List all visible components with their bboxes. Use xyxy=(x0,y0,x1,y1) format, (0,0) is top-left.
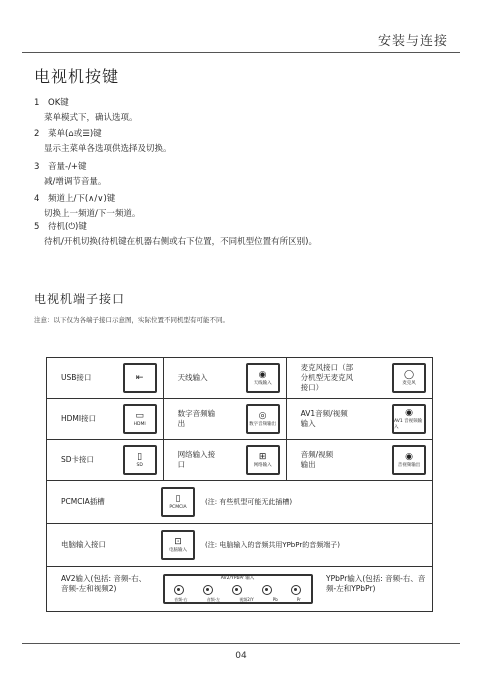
item-desc: 菜单模式下，确认选项。 xyxy=(44,113,138,123)
item-name: 音量-/+键 xyxy=(48,162,87,172)
icon-caption: PCMCIA xyxy=(169,504,187,510)
hdmi-icon: ▭ HDMI xyxy=(123,404,157,434)
table-row xyxy=(47,524,433,567)
port-label: 天线输入 xyxy=(177,373,208,382)
ypbpr-label: YPbPr输入(包括: 音频-右、音频-左和YPbPr) xyxy=(326,574,426,593)
jack-caption: Pr xyxy=(296,597,301,602)
rca-jack-icon xyxy=(262,585,272,595)
rca-jack-icon xyxy=(291,585,301,595)
digital-audio-icon: ◎ 数字音频输出 xyxy=(246,404,280,434)
jack-caption: 音频-右 xyxy=(174,597,188,602)
port-label: 网络输入接口 xyxy=(177,450,216,469)
item-number: 3 xyxy=(34,162,40,172)
table-row xyxy=(47,440,433,481)
button-item-ok xyxy=(34,96,138,126)
mic-icon: ◯ 麦克风 xyxy=(392,363,426,393)
item-name: 待机(⏻)键 xyxy=(48,222,87,232)
top-rule xyxy=(22,52,460,53)
av1-icon: ◉ AV1 音视频输入 xyxy=(392,404,426,434)
item-number: 4 xyxy=(34,194,40,204)
icon-caption: SD xyxy=(136,462,143,468)
button-item-channel xyxy=(34,192,140,222)
port-label: 电脑输入接口 xyxy=(61,540,106,549)
buttons-heading: 电视机按键 xyxy=(34,67,120,86)
item-desc: 显示主菜单各选项供选择及切换。 xyxy=(44,144,172,154)
table-row xyxy=(47,399,433,440)
item-desc: 待机/开机切换(待机键在机器右侧或右下位置，不同机型位置有所区别)。 xyxy=(44,237,317,247)
port-label: AV2输入(包括: 音频-右、音频-左和视频2) xyxy=(61,574,147,593)
button-item-standby xyxy=(34,220,317,250)
usb-icon: ⇤ xyxy=(123,363,157,393)
antenna-icon: ◉ 天线输入 xyxy=(246,363,280,393)
item-number: 1 xyxy=(34,98,40,108)
item-name: 菜单(⌂或☰)键 xyxy=(48,129,102,139)
port-label: PCMCIA插槽 xyxy=(61,497,105,506)
item-number: 5 xyxy=(34,222,40,232)
rca-jack-icon xyxy=(232,585,242,595)
icon-caption: 电脑输入 xyxy=(169,547,187,553)
ports-heading: 电视机端子接口 xyxy=(34,292,126,306)
sd-card-icon: ▯ SD xyxy=(123,445,157,475)
button-item-menu xyxy=(34,127,172,157)
section-title: 安装与连接 xyxy=(377,34,448,49)
item-name: OK键 xyxy=(48,98,69,108)
icon-caption: AV1 音视频输入 xyxy=(394,418,423,430)
icon-caption: 天线输入 xyxy=(253,380,272,386)
page-number: 04 xyxy=(235,651,247,661)
port-label: SD卡接口 xyxy=(61,455,95,464)
port-label: 音频/视频输出 xyxy=(300,450,334,469)
icon-caption: 网络输入 xyxy=(253,462,272,468)
vga-icon: ⊡ 电脑输入 xyxy=(161,530,195,560)
icon-caption: 麦克风 xyxy=(402,380,416,386)
port-label: 麦克风接口（部分机型无麦克风接口） xyxy=(300,363,354,392)
ports-table xyxy=(46,357,433,612)
port-label: AV1音频/视频输入 xyxy=(300,409,348,428)
rca-jack-icon xyxy=(174,585,184,595)
table-row xyxy=(47,358,433,399)
port-label: 数字音频输出 xyxy=(177,409,216,428)
bottom-rule xyxy=(22,643,460,644)
pc-input-note: (注: 电脑输入的音频共用YPbPr的音频端子) xyxy=(205,541,340,549)
network-icon: ⊞ 网络输入 xyxy=(246,445,280,475)
rca-jack-icon xyxy=(203,585,213,595)
table-row xyxy=(47,567,433,612)
table-row xyxy=(47,481,433,524)
jack-caption: 音频-左 xyxy=(206,597,221,602)
pcmcia-icon: ▯ PCMCIA xyxy=(161,487,195,517)
ports-note: 注意：以下仅为各端子接口示意图，实际位置不同机型有可能不同。 xyxy=(34,316,229,324)
item-desc: 减/增调节音量。 xyxy=(44,177,107,187)
icon-caption: 音视频输出 xyxy=(397,462,421,468)
icon-caption: HDMI xyxy=(133,421,146,427)
item-number: 2 xyxy=(34,129,40,139)
button-item-volume xyxy=(34,160,106,190)
jack-caption: Pb xyxy=(272,597,278,602)
pcmcia-note: (注: 有些机型可能无此插槽) xyxy=(205,498,293,506)
av2-ypbpr-connector-icon xyxy=(163,574,313,604)
strip-header: AV2/YPbPr 输入 xyxy=(220,576,255,581)
port-label: USB接口 xyxy=(61,373,92,382)
item-desc: 切换上一频道/下一频道。 xyxy=(44,209,141,219)
item-name: 频道上/下(∧/∨)键 xyxy=(48,194,116,204)
port-label: HDMI接口 xyxy=(61,414,97,423)
av-out-icon: ◉ 音视频输出 xyxy=(392,445,426,475)
jack-caption: 视频2/Y xyxy=(239,597,254,602)
icon-caption: 数字音频输出 xyxy=(249,421,277,427)
